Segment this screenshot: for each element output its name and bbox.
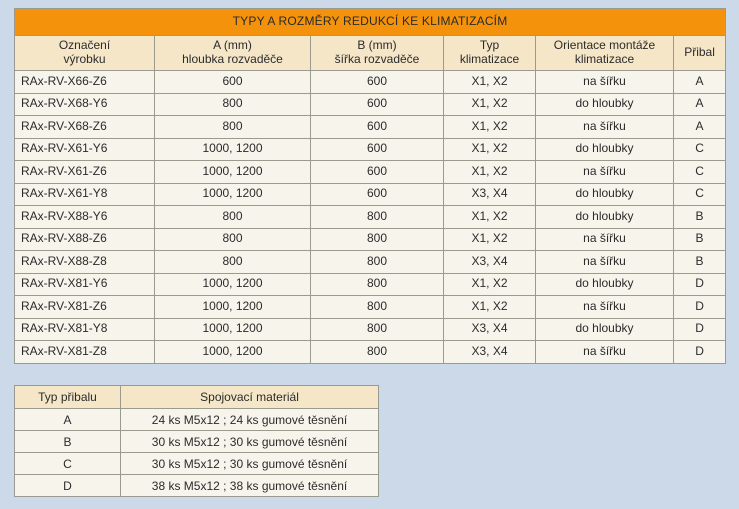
cell-ac-type: X1, X2 bbox=[444, 206, 536, 229]
cell-orientation: na šířku bbox=[536, 341, 674, 364]
table-row bbox=[15, 183, 726, 206]
cell-depth: 800 bbox=[155, 93, 311, 116]
header-line-1: Typ bbox=[479, 38, 500, 53]
cell-orientation: na šířku bbox=[536, 116, 674, 139]
cell-width: 600 bbox=[311, 71, 444, 94]
cell-kit: C bbox=[674, 161, 726, 184]
cell-width: 600 bbox=[311, 161, 444, 184]
accessory-kit-table-container bbox=[14, 385, 378, 497]
column-header-depth bbox=[155, 36, 311, 71]
cell-material: 30 ks M5x12 ; 30 ks gumové těsnění bbox=[121, 453, 379, 475]
header-line-2: hloubka rozvaděče bbox=[182, 52, 283, 66]
cell-designation: RAx-RV-X81-Y8 bbox=[15, 318, 155, 341]
cell-depth: 800 bbox=[155, 251, 311, 274]
cell-material: 24 ks M5x12 ; 24 ks gumové těsnění bbox=[121, 409, 379, 431]
header-line-2: šířka rozvaděče bbox=[334, 52, 420, 66]
cell-depth: 800 bbox=[155, 206, 311, 229]
cell-designation: RAx-RV-X88-Y6 bbox=[15, 206, 155, 229]
cell-designation: RAx-RV-X68-Y6 bbox=[15, 93, 155, 116]
table-row bbox=[15, 318, 726, 341]
table-header-row bbox=[15, 36, 726, 71]
cell-orientation: do hloubky bbox=[536, 183, 674, 206]
cell-depth: 1000, 1200 bbox=[155, 273, 311, 296]
column-header-fastening-material: Spojovací materiál bbox=[121, 386, 379, 409]
cell-designation: RAx-RV-X68-Z6 bbox=[15, 116, 155, 139]
cell-depth: 1000, 1200 bbox=[155, 183, 311, 206]
cell-depth: 1000, 1200 bbox=[155, 341, 311, 364]
cell-designation: RAx-RV-X61-Y8 bbox=[15, 183, 155, 206]
accessory-row bbox=[15, 475, 379, 497]
accessory-header-row bbox=[15, 386, 379, 409]
cell-kit: D bbox=[674, 318, 726, 341]
column-header-width bbox=[311, 36, 444, 71]
table-row bbox=[15, 116, 726, 139]
accessory-row bbox=[15, 409, 379, 431]
column-header-designation bbox=[15, 36, 155, 71]
cell-width: 800 bbox=[311, 273, 444, 296]
table-row bbox=[15, 138, 726, 161]
table-row bbox=[15, 251, 726, 274]
cell-kit-type: D bbox=[15, 475, 121, 497]
cell-depth: 1000, 1200 bbox=[155, 318, 311, 341]
cell-kit-type: A bbox=[15, 409, 121, 431]
cell-depth: 1000, 1200 bbox=[155, 296, 311, 319]
cell-orientation: na šířku bbox=[536, 251, 674, 274]
table-row bbox=[15, 161, 726, 184]
cell-designation: RAx-RV-X66-Z6 bbox=[15, 71, 155, 94]
column-header-kit bbox=[674, 36, 726, 71]
cell-width: 800 bbox=[311, 341, 444, 364]
cell-depth: 1000, 1200 bbox=[155, 138, 311, 161]
cell-orientation: do hloubky bbox=[536, 273, 674, 296]
accessory-row bbox=[15, 453, 379, 475]
table-row bbox=[15, 206, 726, 229]
cell-kit: A bbox=[674, 71, 726, 94]
cell-width: 800 bbox=[311, 296, 444, 319]
cell-orientation: na šířku bbox=[536, 228, 674, 251]
cell-designation: RAx-RV-X88-Z6 bbox=[15, 228, 155, 251]
cell-depth: 800 bbox=[155, 228, 311, 251]
cell-ac-type: X1, X2 bbox=[444, 228, 536, 251]
column-header-ac-type bbox=[444, 36, 536, 71]
cell-ac-type: X3, X4 bbox=[444, 341, 536, 364]
cell-kit: B bbox=[674, 206, 726, 229]
cell-kit: B bbox=[674, 251, 726, 274]
cell-kit: A bbox=[674, 116, 726, 139]
header-line-1: Orientace montáže bbox=[553, 38, 656, 53]
table-row bbox=[15, 71, 726, 94]
cell-width: 600 bbox=[311, 138, 444, 161]
column-header-orientation bbox=[536, 36, 674, 71]
cell-material: 38 ks M5x12 ; 38 ks gumové těsnění bbox=[121, 475, 379, 497]
column-header-kit-type: Typ přibalu bbox=[15, 386, 121, 409]
cell-depth: 600 bbox=[155, 71, 311, 94]
cell-designation: RAx-RV-X81-Y6 bbox=[15, 273, 155, 296]
dimensions-table-container bbox=[14, 8, 725, 364]
header-line-2: klimatizace bbox=[459, 52, 520, 66]
cell-width: 800 bbox=[311, 206, 444, 229]
table-row bbox=[15, 93, 726, 116]
cell-kit: D bbox=[674, 296, 726, 319]
table-row bbox=[15, 296, 726, 319]
cell-depth: 800 bbox=[155, 116, 311, 139]
cell-ac-type: X3, X4 bbox=[444, 318, 536, 341]
cell-ac-type: X1, X2 bbox=[444, 161, 536, 184]
table-row bbox=[15, 228, 726, 251]
header-line-1: Přibal bbox=[684, 45, 715, 60]
cell-width: 800 bbox=[311, 251, 444, 274]
cell-orientation: na šířku bbox=[536, 71, 674, 94]
cell-ac-type: X1, X2 bbox=[444, 296, 536, 319]
header-line-1: A (mm) bbox=[213, 38, 252, 53]
cell-ac-type: X1, X2 bbox=[444, 93, 536, 116]
header-line-1: B (mm) bbox=[357, 38, 397, 53]
cell-orientation: do hloubky bbox=[536, 93, 674, 116]
cell-ac-type: X1, X2 bbox=[444, 273, 536, 296]
cell-orientation: do hloubky bbox=[536, 138, 674, 161]
cell-kit: C bbox=[674, 183, 726, 206]
cell-designation: RAx-RV-X88-Z8 bbox=[15, 251, 155, 274]
cell-designation: RAx-RV-X81-Z8 bbox=[15, 341, 155, 364]
table-title: TYPY A ROZMĚRY REDUKCÍ KE KLIMATIZACÍM bbox=[15, 9, 726, 36]
cell-width: 800 bbox=[311, 228, 444, 251]
cell-designation: RAx-RV-X61-Z6 bbox=[15, 161, 155, 184]
dimensions-table bbox=[14, 8, 726, 364]
cell-kit: B bbox=[674, 228, 726, 251]
accessory-kit-table bbox=[14, 385, 379, 497]
accessory-row bbox=[15, 431, 379, 453]
cell-ac-type: X1, X2 bbox=[444, 138, 536, 161]
cell-orientation: na šířku bbox=[536, 161, 674, 184]
cell-width: 600 bbox=[311, 183, 444, 206]
cell-kit-type: B bbox=[15, 431, 121, 453]
table-row bbox=[15, 273, 726, 296]
cell-designation: RAx-RV-X61-Y6 bbox=[15, 138, 155, 161]
cell-width: 600 bbox=[311, 93, 444, 116]
cell-orientation: do hloubky bbox=[536, 206, 674, 229]
cell-width: 600 bbox=[311, 116, 444, 139]
cell-ac-type: X3, X4 bbox=[444, 251, 536, 274]
cell-material: 30 ks M5x12 ; 30 ks gumové těsnění bbox=[121, 431, 379, 453]
cell-designation: RAx-RV-X81-Z6 bbox=[15, 296, 155, 319]
header-line-2: výrobku bbox=[63, 52, 106, 66]
cell-kit: C bbox=[674, 138, 726, 161]
cell-kit: A bbox=[674, 93, 726, 116]
cell-orientation: na šířku bbox=[536, 296, 674, 319]
cell-kit: D bbox=[674, 273, 726, 296]
cell-ac-type: X1, X2 bbox=[444, 71, 536, 94]
header-line-1: Označení bbox=[58, 38, 111, 53]
cell-kit-type: C bbox=[15, 453, 121, 475]
cell-ac-type: X3, X4 bbox=[444, 183, 536, 206]
header-line-2: klimatizace bbox=[574, 52, 635, 66]
table-row bbox=[15, 341, 726, 364]
cell-depth: 1000, 1200 bbox=[155, 161, 311, 184]
table-title-row bbox=[15, 9, 726, 36]
cell-width: 800 bbox=[311, 318, 444, 341]
cell-orientation: do hloubky bbox=[536, 318, 674, 341]
cell-ac-type: X1, X2 bbox=[444, 116, 536, 139]
cell-kit: D bbox=[674, 341, 726, 364]
